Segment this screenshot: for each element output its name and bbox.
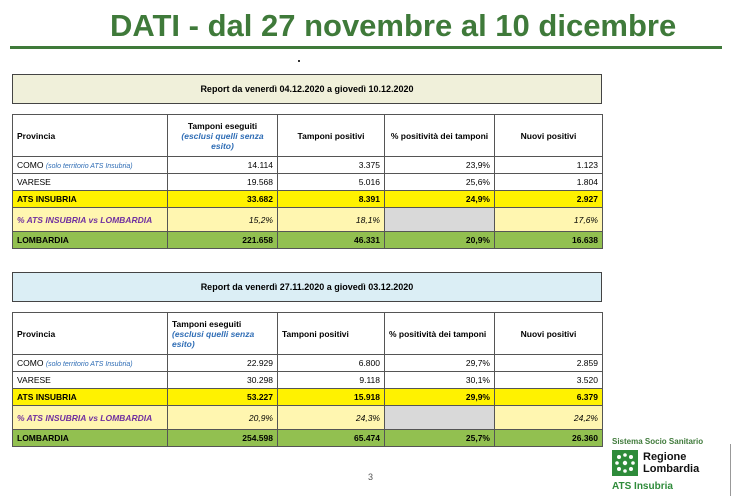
table-row-lombardia [13, 430, 603, 447]
cell-positivi: 46.331 [278, 232, 385, 249]
divider-dot [298, 60, 300, 62]
logo-name-line2: Lombardia [643, 463, 700, 475]
page-title: DATI - dal 27 novembre al 10 dicembre [110, 8, 677, 43]
table-row-pct [13, 208, 603, 232]
cell-nuovi: 16.638 [495, 232, 603, 249]
table-row-varese [13, 372, 603, 389]
col-tamponi [168, 313, 278, 355]
cell-tamponi: 22.929 [168, 355, 278, 372]
cell-positivi: 24,3% [278, 406, 385, 430]
rosa-camuna-icon [612, 450, 638, 476]
report1-table [12, 114, 603, 249]
table-row-pct [13, 406, 603, 430]
row-label [13, 355, 168, 372]
col-nuovi: Nuovi positivi [495, 115, 603, 157]
cell-tamponi: 20,9% [168, 406, 278, 430]
table-row-ats [13, 191, 603, 208]
report1-header: Report da venerdì 04.12.2020 a giovedì 10.12.2020 [12, 74, 602, 104]
table-header-row [13, 313, 603, 355]
cell-empty [385, 208, 495, 232]
cell-positivita: 25,7% [385, 430, 495, 447]
cell-nuovi: 24,2% [495, 406, 603, 430]
col-positivita: % positività dei tamponi [385, 115, 495, 157]
cell-nuovi: 2.859 [495, 355, 603, 372]
cell-nuovi: 1.804 [495, 174, 603, 191]
col-positivi: Tamponi positivi [278, 313, 385, 355]
cell-positivita: 25,6% [385, 174, 495, 191]
cell-positivita: 30,1% [385, 372, 495, 389]
table-row-ats [13, 389, 603, 406]
cell-nuovi: 26.360 [495, 430, 603, 447]
col-nuovi: Nuovi positivi [495, 313, 603, 355]
logo-top-text: Sistema Socio Sanitario [612, 437, 704, 446]
col-positivita: % positività dei tamponi [385, 313, 495, 355]
title-underline [10, 46, 722, 49]
cell-positivi: 5.016 [278, 174, 385, 191]
cell-positivi: 18,1% [278, 208, 385, 232]
report2-header: Report da venerdì 27.11.2020 a giovedì 03.12.2020 [12, 272, 602, 302]
row-label: VARESE [13, 372, 168, 389]
table-row-como [13, 355, 603, 372]
cell-positivita: 23,9% [385, 157, 495, 174]
logo-divider [730, 444, 731, 496]
row-label: ATS INSUBRIA [13, 191, 168, 208]
row-label: LOMBARDIA [13, 232, 168, 249]
col-tamponi-note: (esclusi quelli senza esito) [172, 328, 255, 349]
cell-positivita: 29,7% [385, 355, 495, 372]
cell-nuovi: 6.379 [495, 389, 603, 406]
row-label-text: COMO [17, 160, 44, 170]
regione-lombardia-logo [610, 437, 726, 497]
row-label-text: COMO [17, 358, 44, 368]
table-row-lombardia [13, 232, 603, 249]
col-tamponi [168, 115, 278, 157]
cell-tamponi: 221.658 [168, 232, 278, 249]
cell-positivi: 8.391 [278, 191, 385, 208]
cell-nuovi: 1.123 [495, 157, 603, 174]
table-row-como [13, 157, 603, 174]
row-label: % ATS INSUBRIA vs LOMBARDIA [13, 406, 168, 430]
row-note: (solo territorio ATS Insubria) [45, 163, 133, 170]
cell-positivi: 3.375 [278, 157, 385, 174]
cell-empty [385, 406, 495, 430]
logo-name-line1: Regione [643, 451, 687, 463]
row-label: ATS INSUBRIA [13, 389, 168, 406]
cell-positivita: 29,9% [385, 389, 495, 406]
logo-bottom-text: ATS Insubria [612, 481, 673, 492]
table-header-row [13, 115, 603, 157]
cell-positivi: 65.474 [278, 430, 385, 447]
col-tamponi-label: Tamponi eseguiti [172, 318, 242, 329]
cell-positivita: 24,9% [385, 191, 495, 208]
cell-tamponi: 53.227 [168, 389, 278, 406]
row-label: % ATS INSUBRIA vs LOMBARDIA [13, 208, 168, 232]
col-tamponi-label: Tamponi eseguiti [187, 120, 258, 131]
cell-nuovi: 3.520 [495, 372, 603, 389]
table-row-varese [13, 174, 603, 191]
col-provincia: Provincia [13, 313, 168, 355]
cell-nuovi: 2.927 [495, 191, 603, 208]
cell-positivi: 9.118 [278, 372, 385, 389]
cell-positivi: 15.918 [278, 389, 385, 406]
row-label: VARESE [13, 174, 168, 191]
cell-positivita: 20,9% [385, 232, 495, 249]
cell-tamponi: 14.114 [168, 157, 278, 174]
cell-tamponi: 254.598 [168, 430, 278, 447]
row-note: (solo territorio ATS Insubria) [45, 361, 133, 368]
report2-table [12, 312, 603, 447]
col-positivi: Tamponi positivi [278, 115, 385, 157]
row-label [13, 157, 168, 174]
col-provincia: Provincia [13, 115, 168, 157]
row-label: LOMBARDIA [13, 430, 168, 447]
cell-positivi: 6.800 [278, 355, 385, 372]
cell-tamponi: 33.682 [168, 191, 278, 208]
cell-tamponi: 30.298 [168, 372, 278, 389]
col-tamponi-note: (esclusi quelli senza esito) [181, 130, 264, 151]
cell-nuovi: 17,6% [495, 208, 603, 232]
cell-tamponi: 19.568 [168, 174, 278, 191]
logo-name [643, 451, 699, 475]
cell-tamponi: 15,2% [168, 208, 278, 232]
page-number: 3 [368, 472, 374, 482]
